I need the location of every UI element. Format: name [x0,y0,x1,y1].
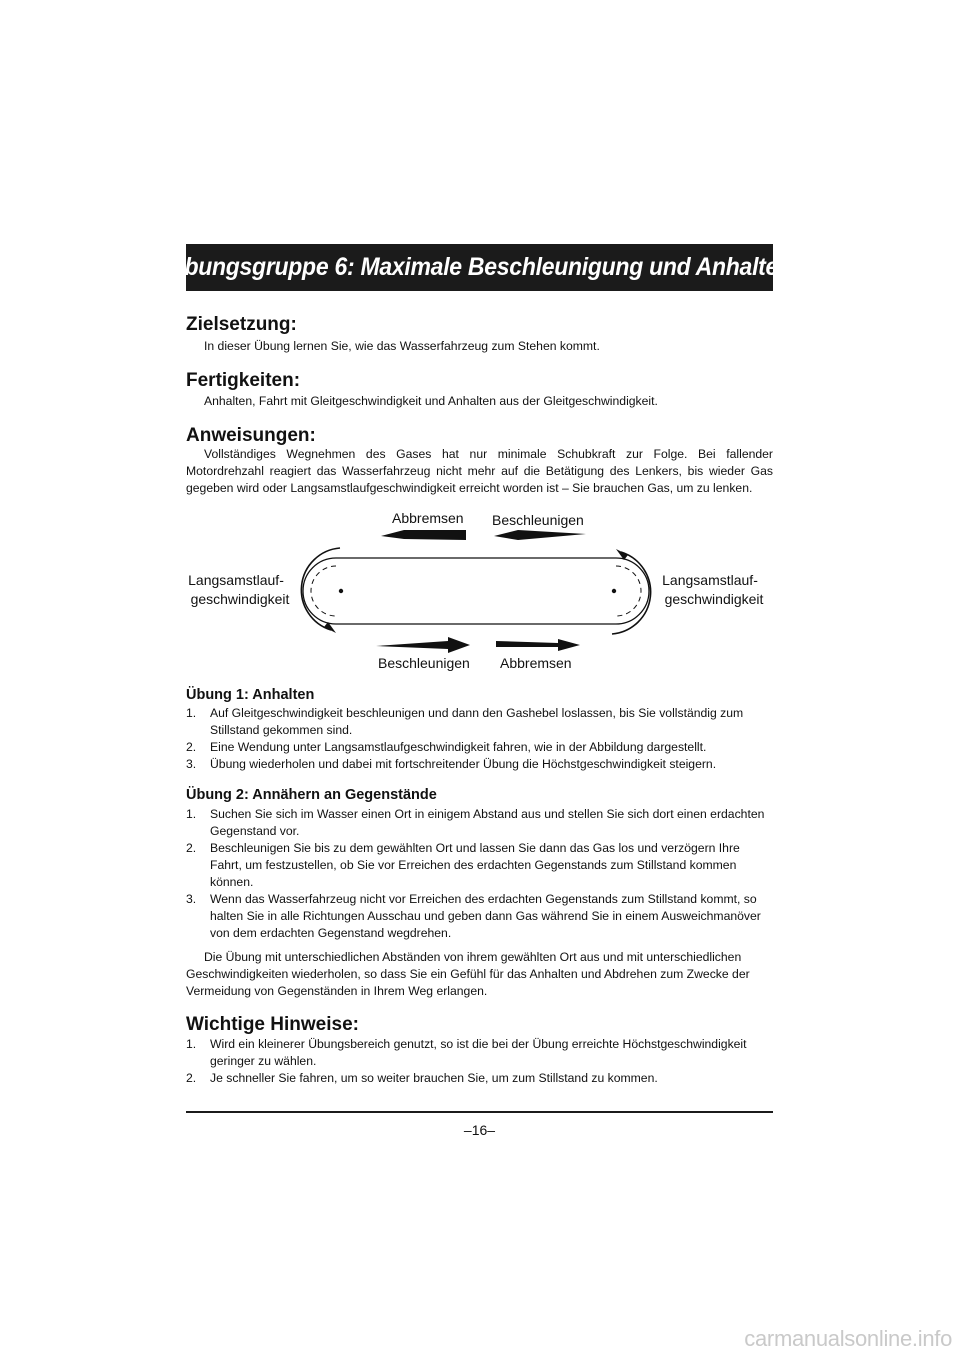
hinweise-list [186,1036,773,1087]
uebung2-list [186,806,773,942]
list-text: Eine Wendung unter Langsamstlaufgeschwindigkeit fahren, wie in der Abbildung dargestellt. [210,740,707,754]
top-left-arrow [381,530,466,540]
fertigkeiten-heading: Fertigkeiten: [186,370,301,391]
page-number: –16– [463,1122,496,1138]
right-turn-dashed [616,566,641,616]
list-text: Übung wiederholen und dabei mit fortschreitender Übung die Höchstgeschwindigkeit steigern. [210,757,717,771]
top-right-arrow [494,530,586,540]
label-left-line1: Langsamstlauf- [188,572,284,588]
anweisungen-heading: Anweisungen: [186,425,316,446]
list-item [186,1070,773,1087]
anweisungen-text: Vollständiges Wegnehmen des Gases hat nur minimale Schubkraft zur Folge. Bei fallender Motordrehzahl reagiert das Wasserfahrzeug nicht mehr auf die Betätigung des Lenkers, bis wieder Gas gegeben wird oder Langsamstlaufgeschwindigkeit erreicht worden ist – Sie brauchen Gas, um zu lenken. [186,447,773,495]
list-item [186,705,773,739]
list-text: Beschleunigen Sie bis zu dem gewählten Ort und lassen Sie dann das Gas los und verzögern Ihre Fahrt, um festzustellen, ob Sie vor Erreichen des erdachten Gegenstands zum Stillstand kommen können. [210,841,740,889]
list-text: Wenn das Wasserfahrzeug nicht vor Erreichen des erdachten Gegenstands zum Stillstand kommt, so halten Sie in alle Richtungen Ausschau und geben dann Gas während Sie in einem Ausweichmanöver von dem erdachten Gegenstand wegdrehen. [210,892,761,940]
track-outline [303,558,649,624]
left-marker-dot [339,589,343,593]
label-top-left: Abbremsen [392,510,464,526]
watermark: carmanualsonline.info [744,1326,952,1351]
list-number: 1. [186,1037,197,1051]
uebung1-list [186,705,773,773]
list-number: 3. [186,757,197,771]
list-text: Auf Gleitgeschwindigkeit beschleunigen und dann den Gashebel loslassen, bis Sie vollständig zum Stillstand gekommen sind. [210,706,744,737]
label-right-line2: geschwindigkeit [664,591,764,607]
label-bottom-right: Abbremsen [500,655,572,671]
zielsetzung-text: In dieser Übung lernen Sie, wie das Wasserfahrzeug zum Stehen kommt. [204,339,600,353]
label-top-right: Beschleunigen [492,512,584,528]
list-item [186,840,773,891]
list-item [186,806,773,840]
footer-rule [186,1111,773,1113]
list-text: Suchen Sie sich im Wasser einen Ort in einigem Abstand aus und stellen Sie sich dort einen erdachten Gegenstand vor. [210,807,765,838]
list-number: 2. [186,740,197,754]
list-item [186,739,773,756]
left-outer-arc [301,548,340,630]
list-number: 1. [186,807,197,821]
list-item [186,756,773,773]
label-left-line2: geschwindigkeit [190,591,290,607]
list-number: 3. [186,892,197,906]
bottom-left-arrow [376,637,470,653]
list-number: 2. [186,841,197,855]
label-right-line1: Langsamstlauf- [662,572,758,588]
banner-title: Übungsgruppe 6: Maximale Beschleunigung und Anhalten [167,253,792,281]
right-outer-arc [612,552,651,634]
list-number: 2. [186,1071,197,1085]
list-text: Je schneller Sie fahren, um so weiter brauchen Sie, um zum Stillstand zu kommen. [210,1071,658,1085]
uebung2-closing: Die Übung mit unterschiedlichen Abständen von ihrem gewählten Ort aus und mit unterschiedlichen Geschwindigkeiten wiederholen, so dass Sie ein Gefühl für das Anhalten und Abdrehen zum Zwecke der Vermeidung von Gegenständen in Ihrem Weg erlangen. [186,950,750,998]
bottom-right-arrow [496,639,580,651]
list-item [186,891,773,942]
hinweise-heading: Wichtige Hinweise: [186,1014,359,1035]
uebung1-heading: Übung 1: Anhalten [186,687,315,703]
uebung2-heading: Übung 2: Annähern an Gegenstände [186,787,437,803]
track-diagram [176,500,776,680]
right-marker-dot [612,589,616,593]
section-banner [167,244,792,291]
left-turn-dashed [311,566,336,616]
list-number: 1. [186,706,197,720]
fertigkeiten-text: Anhalten, Fahrt mit Gleitgeschwindigkeit und Anhalten aus der Gleitgeschwindigkeit. [204,394,658,408]
zielsetzung-heading: Zielsetzung: [186,314,297,335]
list-item [186,1036,773,1070]
list-text: Wird ein kleinerer Übungsbereich genutzt, so ist die bei der Übung erreichte Höchstgeschwindigkeit geringer zu wählen. [210,1037,747,1068]
label-bottom-left: Beschleunigen [378,655,470,671]
